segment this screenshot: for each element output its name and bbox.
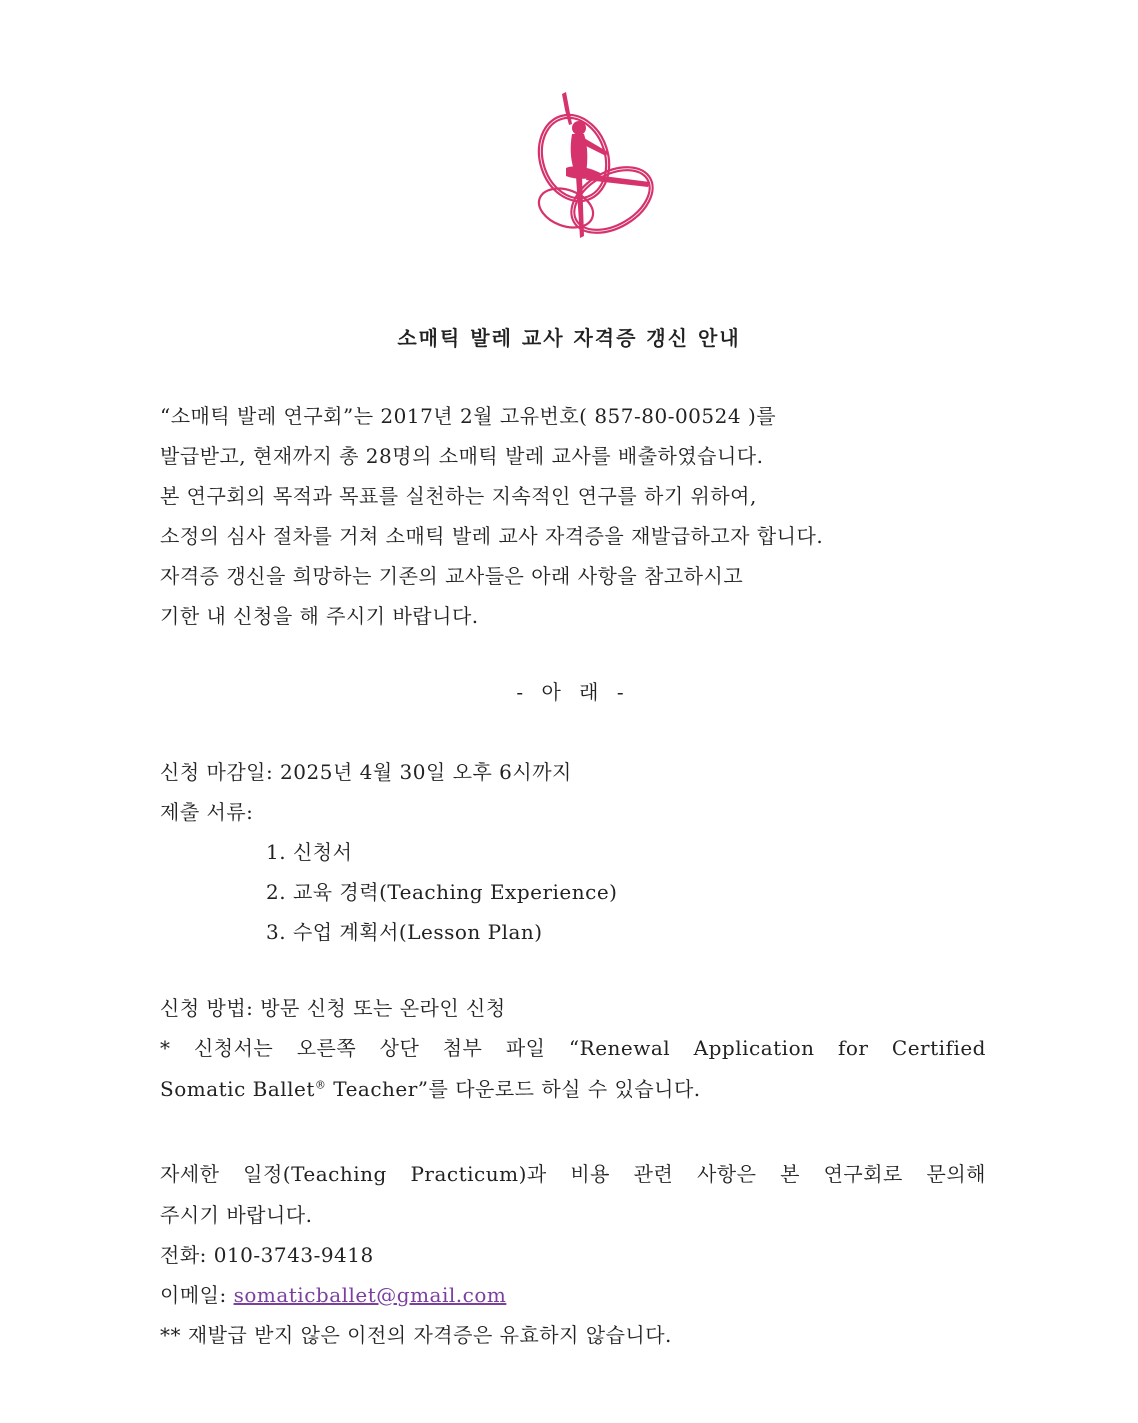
intro-line: 소정의 심사 절차를 거쳐 소매틱 발레 교사 자격증을 재발급하고자 합니다.: [160, 524, 824, 548]
document-item: 2. 교육 경력(Teaching Experience): [266, 880, 618, 904]
warning-text: ** 재발급 받지 않은 이전의 자격증은 유효하지 않습니다.: [160, 1323, 672, 1347]
intro-line: 기한 내 신청을 해 주시기 바랍니다.: [160, 604, 479, 628]
note-line-1: * 신청서는 오른쪽 상단 첨부 파일 “Renewal Application for Certified: [160, 1036, 986, 1060]
ballerina-rings-logo-icon: [522, 88, 664, 248]
phone-text: 전화: 010-3743-9418: [160, 1243, 374, 1267]
email-line: [160, 1275, 986, 1315]
email-link[interactable]: somaticballet@gmail.com: [233, 1283, 507, 1307]
email-label: 이메일:: [160, 1283, 234, 1307]
note-text: Teacher”를 다운로드 하실 수 있습니다.: [326, 1077, 701, 1101]
page-title: 소매틱 발레 교사 자격증 갱신 안내: [397, 326, 741, 350]
note-text: Somatic Ballet: [160, 1077, 315, 1101]
schedule-line-1: 자세한 일정(Teaching Practicum)과 비용 관련 사항은 본 연구회로 문의해: [160, 1162, 986, 1186]
requirements-block: [160, 752, 986, 952]
method-block: [160, 988, 986, 1109]
note-line-2: [160, 1069, 986, 1109]
intro-line: “소매틱 발레 연구회”는 2017년 2월 고유번호( 857-80-00524 )를: [160, 404, 777, 428]
deadline-text: 신청 마감일: 2025년 4월 30일 오후 6시까지: [160, 760, 572, 784]
documents-label: 제출 서류:: [160, 800, 254, 824]
method-text: 신청 방법: 방문 신청 또는 온라인 신청: [160, 996, 506, 1020]
registered-mark: ®: [314, 1078, 327, 1092]
document-item: 3. 수업 계획서(Lesson Plan): [266, 920, 543, 944]
intro-paragraph: [160, 396, 990, 636]
schedule-line-2: 주시기 바랍니다.: [160, 1203, 313, 1227]
document-item: 1. 신청서: [266, 840, 353, 864]
contact-block: [160, 1154, 986, 1355]
intro-line: 본 연구회의 목적과 목표를 실천하는 지속적인 연구를 하기 위하여,: [160, 484, 757, 508]
intro-line: 자격증 갱신을 희망하는 기존의 교사들은 아래 사항을 참고하시고: [160, 564, 744, 588]
section-mark: - 아 래 -: [516, 680, 630, 704]
intro-line: 발급받고, 현재까지 총 28명의 소매틱 발레 교사를 배출하였습니다.: [160, 444, 764, 468]
